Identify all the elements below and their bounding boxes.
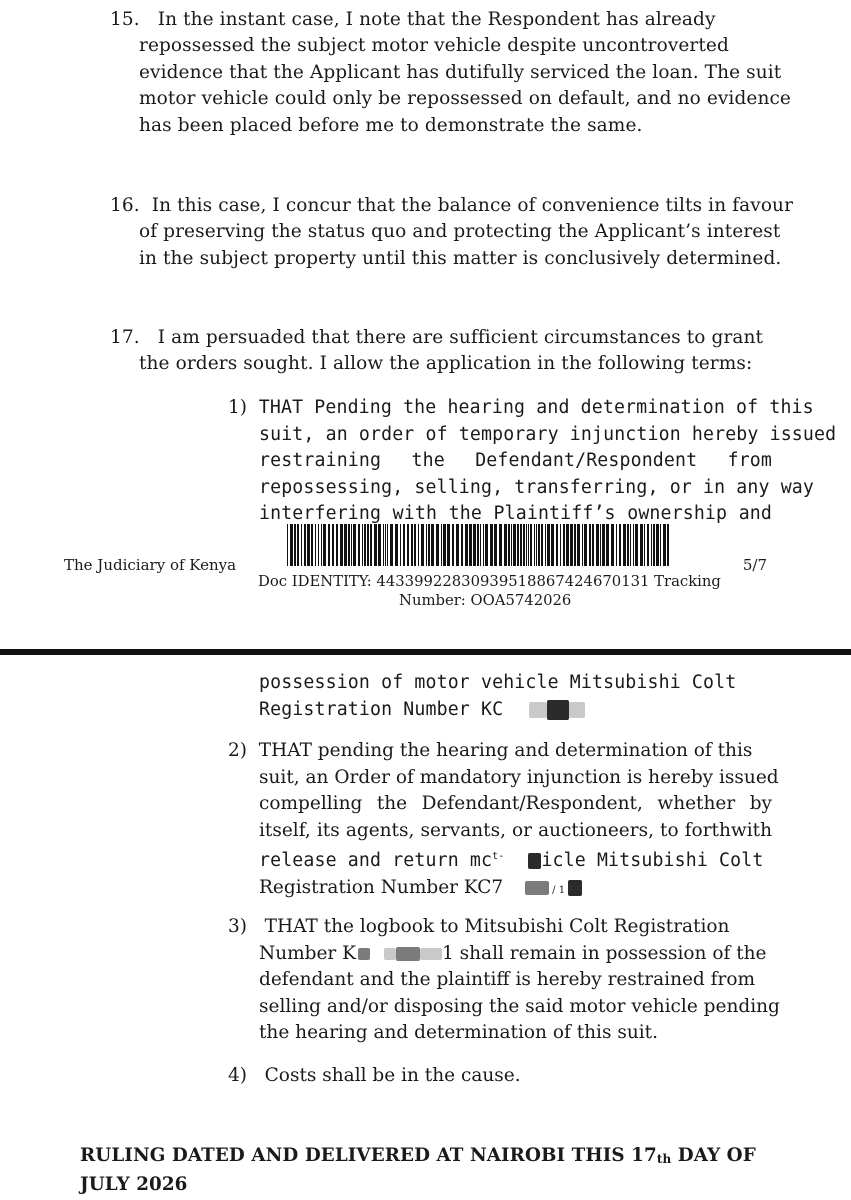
order-number: 4) bbox=[228, 1065, 247, 1086]
order-line: compelling the Defendant/Respondent, whether by bbox=[259, 793, 772, 815]
barcode-bar bbox=[480, 524, 481, 566]
barcode-bar bbox=[619, 524, 621, 566]
order-1 bbox=[228, 395, 837, 528]
redaction-block bbox=[569, 702, 585, 718]
paragraph-line: of preserving the status quo and protecting the Applicant’s interest bbox=[139, 221, 781, 243]
barcode-bar bbox=[403, 524, 405, 566]
redaction-block bbox=[528, 853, 541, 869]
order-line: Number K bbox=[259, 942, 356, 964]
barcode-bar bbox=[452, 524, 454, 566]
order-number: 2) bbox=[228, 740, 247, 761]
redaction-block bbox=[420, 948, 442, 960]
barcode-bar bbox=[640, 524, 643, 566]
order-line: possession of motor vehicle Mitsubishi Colt bbox=[259, 672, 737, 693]
order-line: Registration Number KC bbox=[259, 698, 504, 720]
barcode-bar bbox=[301, 524, 302, 566]
barcode-bar bbox=[616, 524, 617, 566]
barcode-bar bbox=[523, 524, 525, 566]
order-1-continued bbox=[259, 670, 736, 723]
barcode-bar bbox=[441, 524, 442, 566]
redaction-block bbox=[358, 948, 370, 960]
paragraph-line: I am persuaded that there are sufficient circumstances to grant bbox=[157, 327, 764, 348]
barcode-bar bbox=[560, 524, 561, 566]
barcode-bar bbox=[653, 524, 655, 566]
barcode-bar bbox=[592, 524, 594, 566]
barcode-bar bbox=[297, 524, 299, 566]
barcode-bar bbox=[511, 524, 512, 566]
order-line: Registration Number KC bbox=[259, 877, 492, 899]
barcode-bar bbox=[490, 524, 493, 566]
order-line: suit, an Order of mandatory injunction is hereby issued bbox=[259, 766, 779, 788]
barcode-bar bbox=[541, 524, 543, 566]
barcode-bar bbox=[660, 524, 661, 566]
barcode-bar bbox=[304, 524, 306, 566]
barcode-bar bbox=[513, 524, 516, 566]
barcode-bar bbox=[447, 524, 450, 566]
barcode-bar bbox=[504, 524, 507, 566]
barcode-bar bbox=[374, 524, 377, 566]
barcode-bar bbox=[407, 524, 409, 566]
barcode-bar bbox=[390, 524, 393, 566]
paragraph-15 bbox=[110, 7, 791, 139]
barcode-bar bbox=[647, 524, 649, 566]
barcode-bar bbox=[344, 524, 347, 566]
paragraph-line: motor vehicle could only be repossessed on default, and no evidence bbox=[139, 88, 791, 110]
barcode-bar bbox=[627, 524, 629, 566]
order-line: defendant and the plaintiff is hereby restrained from bbox=[259, 969, 756, 991]
order-line: icle Mitsubishi Colt bbox=[541, 850, 764, 872]
footer-judiciary-label: The Judiciary of Kenya bbox=[64, 556, 237, 574]
barcode-bar bbox=[287, 524, 288, 566]
barcode-bar bbox=[526, 524, 527, 566]
order-line: THAT the logbook to Mitsubishi Colt Registration bbox=[264, 916, 730, 937]
barcode-bar bbox=[499, 524, 502, 566]
text-fragment: 7 bbox=[491, 877, 504, 899]
barcode-bar bbox=[534, 524, 535, 566]
barcode-bar bbox=[644, 524, 645, 566]
barcode-bar bbox=[400, 524, 401, 566]
ruling-line: JULY 2026 bbox=[80, 1174, 188, 1195]
barcode-bar bbox=[395, 524, 398, 566]
barcode-bar bbox=[418, 524, 419, 566]
paragraph-number: 15. bbox=[110, 9, 140, 30]
barcode-bar bbox=[385, 524, 386, 566]
barcode-bar bbox=[667, 524, 669, 566]
barcode-bar bbox=[336, 524, 338, 566]
barcode-bar bbox=[436, 524, 439, 566]
text-fragment: t- bbox=[492, 851, 505, 863]
barcode-bar bbox=[584, 524, 587, 566]
paragraph-line: repossessed the subject motor vehicle despite uncontroverted bbox=[139, 35, 729, 57]
barcode-bar bbox=[663, 524, 666, 566]
barcode-bar bbox=[465, 524, 468, 566]
doc-identity-line: Doc IDENTITY: 44339922830939518867424670131 Tracking bbox=[258, 573, 721, 590]
barcode-bar bbox=[426, 524, 427, 566]
barcode-bar bbox=[547, 524, 550, 566]
paragraph-16 bbox=[110, 193, 793, 272]
doc-identity bbox=[258, 572, 721, 610]
barcode-bar bbox=[611, 524, 614, 566]
barcode-bar bbox=[383, 524, 384, 566]
ruling-line: DAY OF bbox=[671, 1145, 756, 1166]
barcode-bar bbox=[651, 524, 652, 566]
order-2 bbox=[228, 738, 779, 905]
tracking-number: Number: OOA5742026 bbox=[399, 592, 572, 609]
order-line: itself, its agents, servants, or auctioneers, to forthwith bbox=[259, 819, 772, 841]
paragraph-line: the orders sought. I allow the application in the following terms: bbox=[139, 353, 753, 375]
barcode-bar bbox=[577, 524, 580, 566]
barcode-bar bbox=[566, 524, 569, 566]
paragraph-17 bbox=[110, 325, 763, 378]
order-line: selling and/or disposing the said motor vehicle pending bbox=[259, 995, 780, 1017]
barcode-bar bbox=[351, 524, 352, 566]
barcode-bar bbox=[414, 524, 416, 566]
barcode-bar bbox=[387, 524, 388, 566]
barcode-bar bbox=[378, 524, 381, 566]
barcode-bar bbox=[473, 524, 476, 566]
paragraph-number: 16. bbox=[110, 195, 140, 216]
redaction-block bbox=[396, 947, 420, 961]
barcode-bar bbox=[602, 524, 605, 566]
barcode-bar bbox=[321, 524, 322, 566]
ruling-statement bbox=[80, 1143, 756, 1198]
barcode-bar bbox=[589, 524, 591, 566]
barcode-bar bbox=[461, 524, 463, 566]
barcode-bar bbox=[340, 524, 343, 566]
barcode-bar bbox=[551, 524, 554, 566]
order-line: THAT pending the hearing and determination of this bbox=[258, 740, 753, 761]
order-line: THAT Pending the hearing and determination of this bbox=[258, 397, 814, 418]
barcode-bar bbox=[536, 524, 537, 566]
barcode-bar bbox=[563, 524, 565, 566]
barcode-bar bbox=[421, 524, 424, 566]
order-line: restraining the Defendant/Respondent from bbox=[259, 450, 772, 472]
barcode-bar bbox=[358, 524, 360, 566]
barcode-bar bbox=[290, 524, 293, 566]
barcode-bar bbox=[570, 524, 573, 566]
barcode-bar bbox=[315, 524, 316, 566]
order-4 bbox=[228, 1063, 521, 1090]
barcode-bar bbox=[530, 524, 532, 566]
page-break-divider bbox=[0, 649, 851, 655]
barcode-bar bbox=[508, 524, 510, 566]
barcode-bar bbox=[456, 524, 459, 566]
page-number: 5/7 bbox=[742, 556, 767, 574]
order-line: release and return mc bbox=[259, 850, 493, 872]
order-line: Costs shall be in the cause. bbox=[264, 1065, 521, 1086]
barcode-bar bbox=[469, 524, 472, 566]
barcode-bar bbox=[520, 524, 522, 566]
order-line: suit, an order of temporary injunction hereby issued bbox=[259, 423, 837, 445]
barcode bbox=[287, 524, 670, 566]
barcode-bar bbox=[483, 524, 484, 566]
barcode-bar bbox=[538, 524, 540, 566]
barcode-bar bbox=[600, 524, 601, 566]
ordinal-suffix: th bbox=[656, 1152, 672, 1166]
barcode-bar bbox=[318, 524, 319, 566]
barcode-bar bbox=[656, 524, 659, 566]
redaction-block bbox=[529, 702, 547, 718]
order-number: 1) bbox=[228, 397, 247, 418]
barcode-bar bbox=[294, 524, 296, 566]
barcode-bar bbox=[311, 524, 313, 566]
ruling-line: RULING DATED AND DELIVERED AT NAIROBI THIS 17 bbox=[80, 1145, 657, 1166]
paragraph-number: 17. bbox=[110, 327, 140, 348]
paragraph-line: In this case, I concur that the balance of convenience tilts in favour bbox=[151, 195, 794, 216]
barcode-bar bbox=[370, 524, 372, 566]
barcode-bar bbox=[635, 524, 638, 566]
paragraph-line: in the subject property until this matter is conclusively determined. bbox=[139, 247, 782, 269]
barcode-bar bbox=[428, 524, 430, 566]
barcode-bar bbox=[596, 524, 599, 566]
barcode-bar bbox=[485, 524, 488, 566]
barcode-bar bbox=[528, 524, 529, 566]
barcode-bar bbox=[494, 524, 497, 566]
barcode-bar bbox=[582, 524, 583, 566]
barcode-bar bbox=[633, 524, 634, 566]
redaction-block bbox=[547, 700, 569, 720]
order-line: repossessing, selling, transferring, or in any way bbox=[259, 476, 814, 498]
barcode-bar bbox=[431, 524, 434, 566]
barcode-bar bbox=[362, 524, 363, 566]
barcode-bar bbox=[323, 524, 326, 566]
order-number: 3) bbox=[228, 916, 247, 937]
barcode-bar bbox=[623, 524, 626, 566]
order-3 bbox=[228, 914, 780, 1047]
paragraph-line: In the instant case, I note that the Respondent has already bbox=[157, 9, 716, 30]
barcode-bar bbox=[606, 524, 609, 566]
barcode-bar bbox=[348, 524, 350, 566]
barcode-bar bbox=[332, 524, 334, 566]
redaction-block bbox=[384, 948, 396, 960]
barcode-bar bbox=[574, 524, 576, 566]
barcode-bar bbox=[328, 524, 330, 566]
barcode-bar bbox=[443, 524, 446, 566]
barcode-bar bbox=[477, 524, 479, 566]
barcode-bar bbox=[367, 524, 369, 566]
barcode-bar bbox=[517, 524, 519, 566]
barcode-bar bbox=[630, 524, 631, 566]
barcode-bar bbox=[411, 524, 413, 566]
redaction-block bbox=[525, 881, 549, 895]
redaction-block bbox=[568, 880, 582, 896]
order-line: 1 shall remain in possession of the bbox=[441, 942, 767, 964]
barcode-bar bbox=[353, 524, 356, 566]
order-line: the hearing and determination of this suit. bbox=[259, 1022, 658, 1044]
barcode-bar bbox=[545, 524, 546, 566]
barcode-bar bbox=[364, 524, 366, 566]
paragraph-line: evidence that the Applicant has dutifully serviced the loan. The suit bbox=[139, 61, 782, 83]
order-line: interfering with the Plaintiff’s ownership and bbox=[259, 503, 772, 525]
barcode-bar bbox=[307, 524, 310, 566]
barcode-bar bbox=[556, 524, 558, 566]
text-fragment: / 1 bbox=[552, 885, 566, 897]
paragraph-line: has been placed before me to demonstrate the same. bbox=[139, 114, 643, 136]
